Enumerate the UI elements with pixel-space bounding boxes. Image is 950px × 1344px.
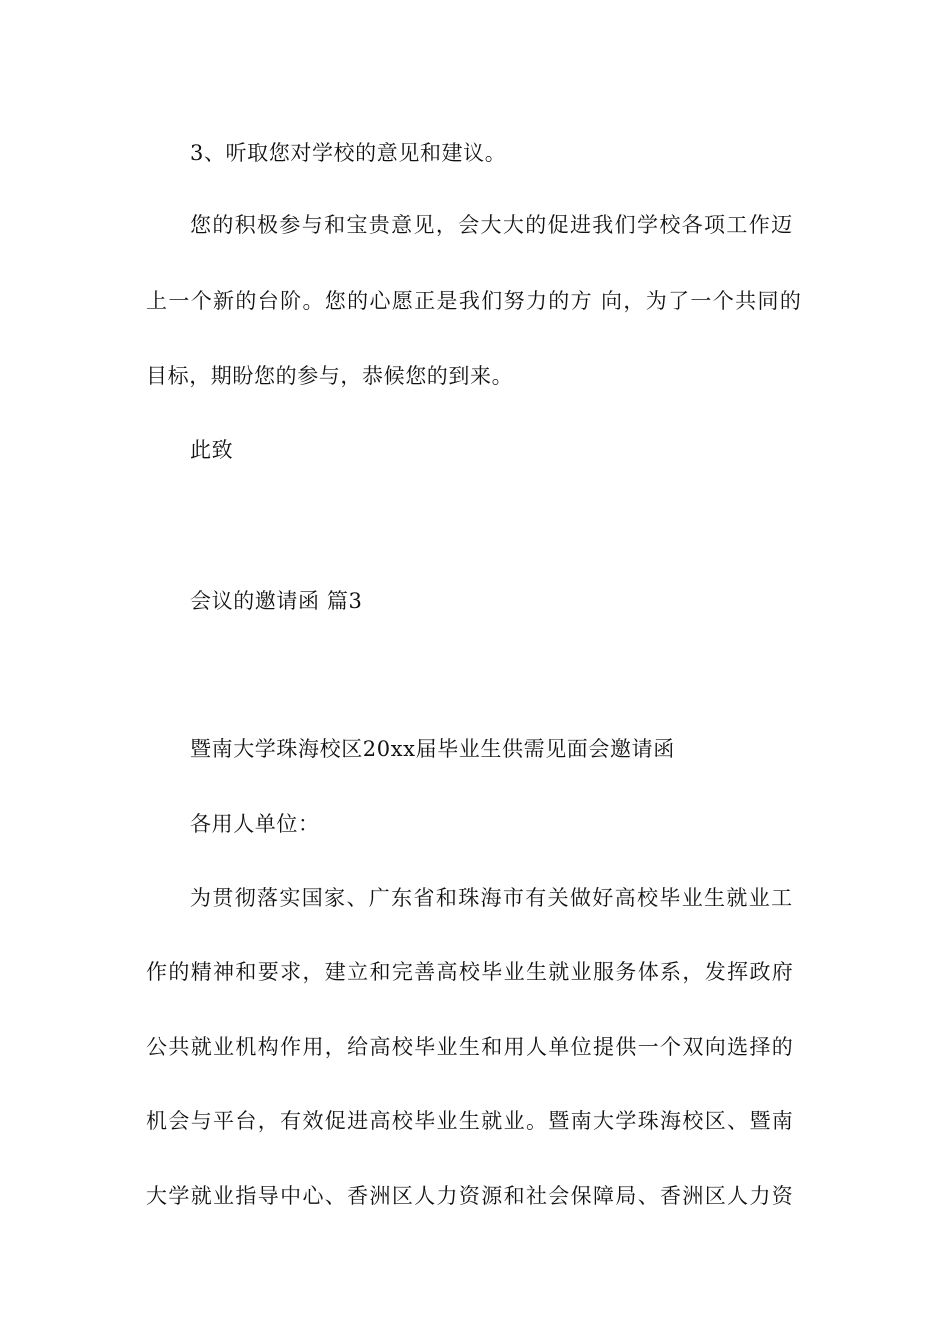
body-paragraph-line-3: 公共就业机构作用，给高校毕业生和用人单位提供一个双向选择的 [146, 1035, 795, 1059]
body-paragraph-line-5: 大学就业指导中心、香洲区人力资源和社会保障局、香洲区人力资 [146, 1184, 795, 1208]
closing-paragraph-line-3: 目标，期盼您的参与，恭候您的到来。 [146, 364, 514, 388]
body-paragraph-line-1: 为贯彻落实国家、广东省和珠海市有关做好高校毕业生就业工 [190, 886, 794, 910]
letter-title: 暨南大学珠海校区20xx届毕业生供需见面会邀请函 [190, 737, 675, 761]
body-paragraph-line-2: 作的精神和要求，建立和完善高校毕业生就业服务体系，发挥政府 [146, 960, 795, 984]
salutation-close: 此致 [190, 438, 234, 462]
closing-paragraph-line-2: 上一个新的台阶。您的心愿正是我们努力的方 向，为了一个共同的 [146, 289, 803, 313]
list-item-3: 3、听取您对学校的意见和建议。 [190, 141, 507, 165]
section-title: 会议的邀请函 篇3 [190, 589, 363, 613]
body-paragraph-line-4: 机会与平台，有效促进高校毕业生就业。暨南大学珠海校区、暨南 [146, 1109, 795, 1133]
closing-paragraph-line-1: 您的积极参与和宝贵意见，会大大的促进我们学校各项工作迈 [190, 213, 794, 237]
recipient-line: 各用人单位： [190, 812, 320, 836]
